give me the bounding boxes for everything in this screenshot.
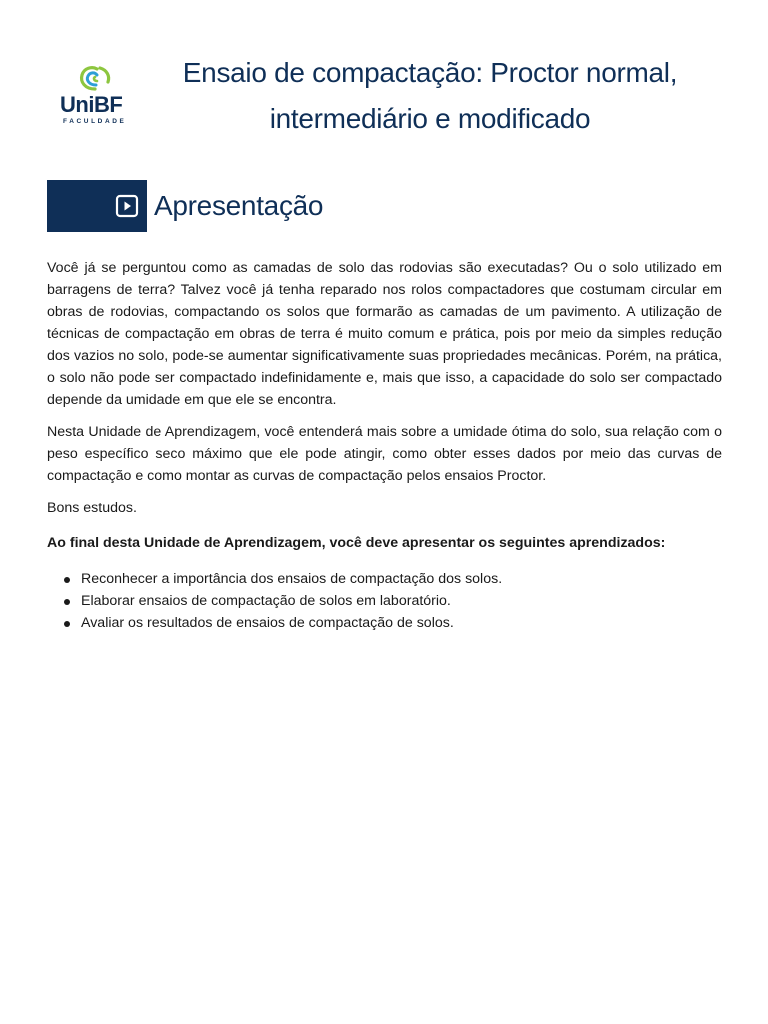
paragraph-intro: Você já se perguntou como as camadas de solo das rodovias são executadas? Ou o solo utilizado em barragens de terra? Talvez você já tenha reparado nos rolos compactadores que costumam circular em obras de rodovias, compactando os solos que formarão as camadas de um pavimento. A utilização de técnicas de compactação em obras de terra é muito comum e prática, pois por meio da simples redução dos vazios no solo, pode-se aumentar significativamente suas propriedades mecânicas. Porém, na prática, o solo não pode ser compactado indefinidamente e, mais que isso, a capacidade do solo ser compactado depende da umidade em que ele se encontra. [47,260,722,408]
presentation-content [47,257,722,634]
play-square-icon [115,194,139,218]
paragraph-closing: Bons estudos. [47,500,137,516]
objectives-intro: Ao final desta Unidade de Aprendizagem, você deve apresentar os seguintes aprendizados: [47,535,666,551]
section-title: Apresentação [154,190,324,221]
list-item: Reconhecer a importância dos ensaios de compactação dos solos. [81,568,722,590]
page-title-line-2: intermediário e modificado [269,103,591,134]
page-title-line-1: Ensaio de compactação: Proctor normal, [182,57,678,88]
logo-swirl-icon [75,62,115,92]
page-header [0,0,768,160]
unibf-logo [58,62,134,128]
section-bar [47,180,147,232]
page-title [140,50,720,142]
paragraph-unit: Nesta Unidade de Aprendizagem, você entenderá mais sobre a umidade ótima do solo, sua relação com o peso específico seco máximo que ele pode atingir, como obter esses dados por meio das curvas de compactação e como montar as curvas de compactação pelos ensaios Proctor. [47,424,722,484]
list-item: Avaliar os resultados de ensaios de compactação de solos. [81,612,722,634]
list-item: Elaborar ensaios de compactação de solos em laboratório. [81,590,722,612]
objectives-list [47,568,722,634]
logo-name: UniBF [60,92,123,117]
section-heading [47,180,447,232]
logo-subtitle: FACULDADE [63,118,127,125]
